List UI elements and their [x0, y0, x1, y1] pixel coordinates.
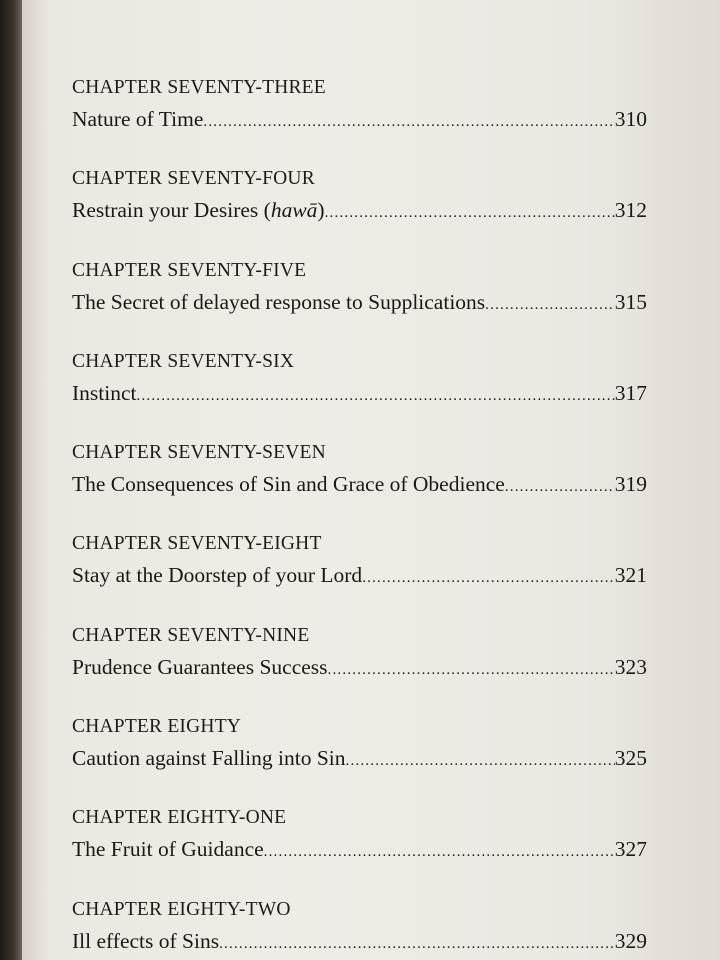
toc-line	[72, 924, 647, 958]
chapter-heading: CHAPTER SEVENTY-SIX	[72, 350, 295, 372]
toc-entry	[72, 348, 647, 439]
toc-line	[72, 285, 647, 319]
chapter-title: Nature of Time	[72, 107, 204, 131]
book-page	[22, 0, 720, 960]
chapter-heading: CHAPTER SEVENTY-FIVE	[72, 259, 307, 281]
chapter-title: The Fruit of Guidance	[72, 837, 264, 862]
toc-entry	[72, 165, 647, 256]
toc-entry	[72, 622, 647, 713]
toc-line	[72, 650, 647, 684]
toc-line	[72, 102, 647, 136]
chapter-title: Caution against Falling into Sin	[72, 746, 346, 771]
chapter-title: Stay at the Doorstep of your Lord	[72, 563, 363, 588]
toc-line	[72, 376, 647, 410]
page-number: 327	[614, 837, 647, 862]
toc-entry	[72, 439, 647, 530]
chapter-heading: CHAPTER SEVENTY-SEVEN	[72, 442, 326, 464]
dot-leader	[485, 288, 615, 322]
page-number: 319	[614, 472, 647, 497]
toc-entry	[72, 804, 647, 895]
toc-entry	[72, 896, 647, 960]
dot-leader	[137, 379, 615, 413]
dot-leader	[203, 105, 614, 139]
toc-line	[72, 193, 647, 227]
page-number: 325	[614, 746, 647, 771]
chapter-heading: CHAPTER SEVENTY-FOUR	[72, 168, 315, 190]
dot-leader	[362, 561, 615, 595]
toc-entry	[72, 74, 647, 165]
chapter-title: The Secret of delayed response to Supplications	[72, 289, 486, 314]
chapter-title: Ill effects of Sins	[72, 928, 220, 953]
table-of-contents	[72, 74, 647, 960]
dot-leader	[325, 196, 615, 230]
chapter-title: Restrain your Desires (hawā)	[72, 198, 325, 223]
dot-leader	[264, 835, 615, 869]
chapter-heading: CHAPTER SEVENTY-THREE	[72, 77, 326, 98]
book-spine-shadow	[0, 0, 22, 960]
page-number: 310	[614, 107, 647, 131]
dot-leader	[328, 653, 615, 687]
toc-line	[72, 741, 647, 775]
page-number: 329	[614, 928, 647, 953]
chapter-heading: CHAPTER EIGHTY	[72, 716, 242, 738]
dot-leader	[505, 470, 615, 504]
chapter-title: The Consequences of Sin and Grace of Obedience	[72, 472, 505, 497]
chapter-title: Instinct	[72, 380, 137, 405]
chapter-heading: CHAPTER EIGHTY-ONE	[72, 807, 287, 829]
page-number: 323	[614, 654, 647, 679]
toc-line	[72, 832, 647, 866]
toc-entry	[72, 713, 647, 804]
page-number: 315	[614, 289, 647, 314]
dot-leader	[346, 744, 615, 778]
toc-line	[72, 558, 647, 592]
toc-line	[72, 467, 647, 501]
chapter-title: Prudence Guarantees Success	[72, 654, 328, 679]
chapter-heading: CHAPTER EIGHTY-TWO	[72, 898, 291, 920]
toc-entry	[72, 257, 647, 348]
chapter-heading: CHAPTER SEVENTY-EIGHT	[72, 533, 322, 555]
chapter-heading: CHAPTER SEVENTY-NINE	[72, 624, 310, 646]
page-number: 321	[614, 563, 647, 588]
toc-entry	[72, 530, 647, 621]
dot-leader	[219, 927, 615, 960]
page-number: 317	[614, 380, 647, 405]
page-number: 312	[614, 198, 647, 223]
